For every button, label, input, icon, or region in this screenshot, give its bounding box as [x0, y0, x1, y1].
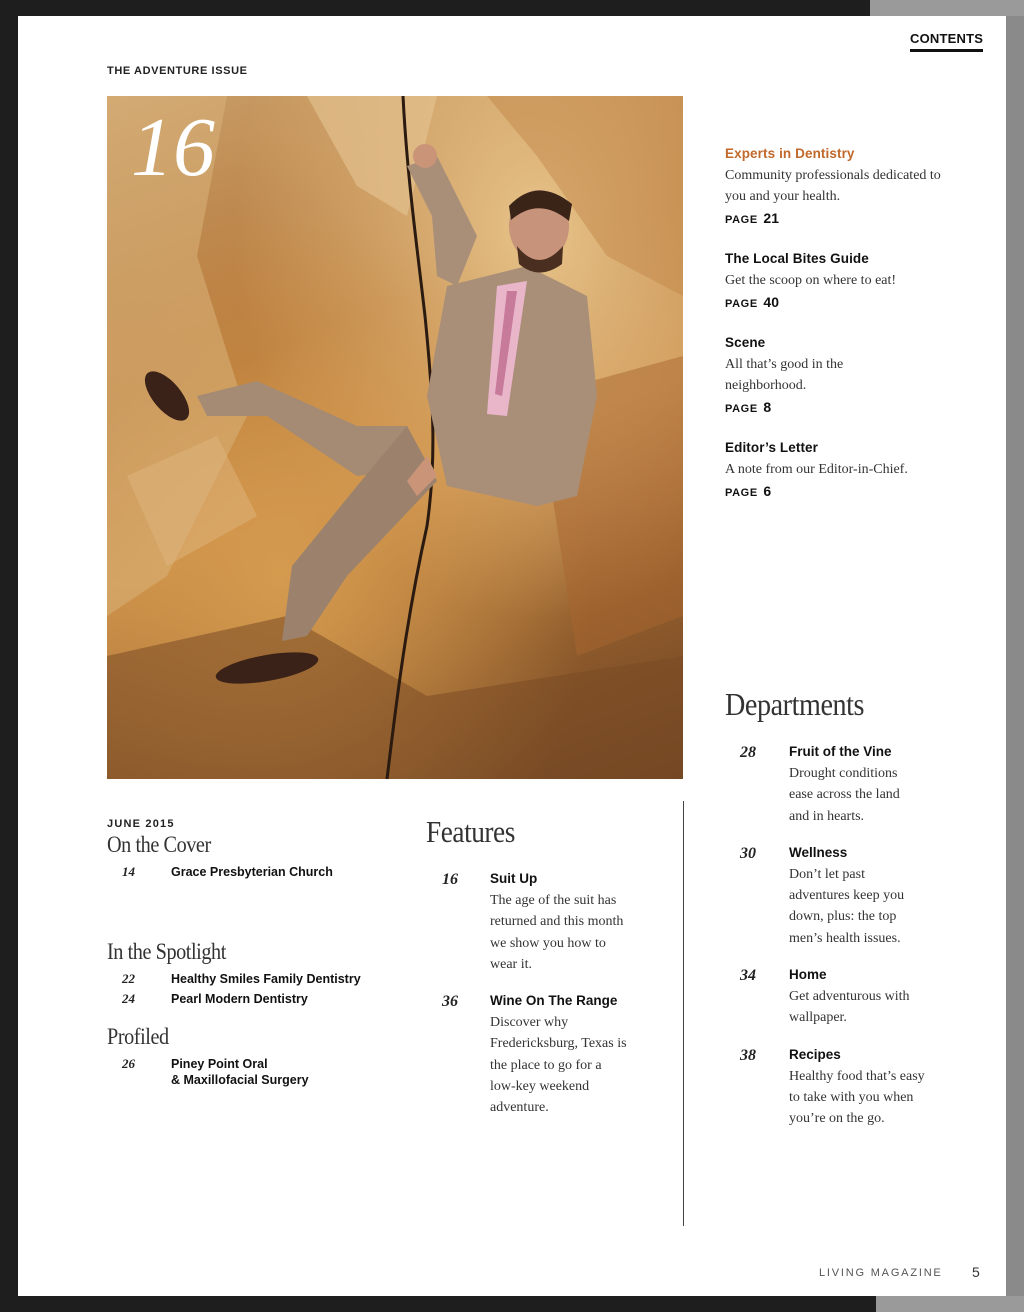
- issue-label: THE ADVENTURE ISSUE: [107, 65, 248, 77]
- on-the-cover-section: [107, 832, 407, 884]
- footer-page-number: 5: [972, 1264, 980, 1280]
- profiled-section: [107, 1024, 407, 1092]
- cover-photo: [107, 96, 683, 779]
- column-divider: [683, 801, 684, 1226]
- featured-page: PAGE 8: [725, 399, 772, 415]
- feature-item[interactable]: [442, 871, 672, 975]
- profiled-item[interactable]: [107, 1056, 407, 1088]
- feature-title[interactable]: Suit Up: [490, 871, 538, 886]
- featured-item[interactable]: [725, 251, 955, 310]
- featured-title[interactable]: Scene: [725, 335, 766, 350]
- featured-item[interactable]: [725, 440, 955, 499]
- footer-magazine-name: LIVING MAGAZINE: [819, 1267, 943, 1279]
- featured-desc: A note from our Editor-in-Chief.: [725, 462, 908, 477]
- featured-title[interactable]: Editor’s Letter: [725, 440, 819, 455]
- page-edge-right: [1006, 16, 1024, 1312]
- profiled-item-number: 26: [122, 1056, 135, 1071]
- cover-item[interactable]: [107, 864, 407, 880]
- spotlight-item-title[interactable]: Pearl Modern Dentistry: [171, 992, 308, 1006]
- department-desc: Healthy food that’s easy to take with you when you’re on the go.: [789, 1068, 925, 1127]
- feature-number: 16: [442, 871, 458, 888]
- profiled-item-title[interactable]: Piney Point Oral & Maxillofacial Surgery: [171, 1057, 309, 1087]
- department-desc: Get adventurous with wallpaper.: [789, 989, 910, 1026]
- feature-number: 36: [442, 993, 458, 1011]
- magazine-page: [18, 16, 1006, 1296]
- photo-page-number: 16: [131, 101, 215, 194]
- contents-tab[interactable]: CONTENTS: [910, 31, 983, 52]
- department-item[interactable]: [740, 1047, 1000, 1130]
- featured-title[interactable]: Experts in Dentistry: [725, 146, 855, 161]
- department-number: 30: [740, 844, 756, 862]
- department-desc: Don’t let past adventures keep you down, plus: the top men’s health issues.: [789, 866, 905, 946]
- spotlight-item[interactable]: [107, 971, 407, 987]
- featured-list: [725, 146, 955, 524]
- featured-title[interactable]: The Local Bites Guide: [725, 251, 869, 266]
- features-heading: Features: [426, 814, 515, 849]
- department-title[interactable]: Fruit of the Vine: [789, 744, 892, 759]
- cover-item-number: 14: [122, 864, 135, 879]
- page-edge-bottom: [876, 1296, 1024, 1312]
- climber-illustration: [107, 96, 683, 779]
- featured-page: PAGE 6: [725, 483, 772, 499]
- spotlight-section: [107, 939, 407, 1011]
- spotlight-item-title[interactable]: Healthy Smiles Family Dentistry: [171, 972, 361, 986]
- departments-heading: Departments: [725, 686, 865, 722]
- page-edge-top: [870, 0, 1024, 16]
- featured-desc: All that’s good in the neighborhood.: [725, 357, 844, 393]
- spotlight-item[interactable]: [107, 991, 407, 1007]
- spotlight-item-number: 22: [122, 971, 135, 986]
- feature-title[interactable]: Wine On The Range: [490, 993, 618, 1009]
- feature-item[interactable]: [442, 993, 672, 1118]
- spotlight-item-number: 24: [122, 991, 135, 1006]
- department-desc: Drought conditions ease across the land and in hearts.: [789, 766, 900, 824]
- featured-desc: Get the scoop on where to eat!: [725, 273, 897, 288]
- department-item[interactable]: [740, 845, 1000, 949]
- cover-item-title[interactable]: Grace Presbyterian Church: [171, 865, 333, 879]
- featured-item[interactable]: [725, 335, 955, 415]
- department-item[interactable]: [740, 744, 1000, 827]
- department-title[interactable]: Wellness: [789, 844, 848, 860]
- featured-desc: Community professionals dedicated to you and your health.: [725, 168, 941, 204]
- featured-page: PAGE 21: [725, 210, 779, 226]
- feature-desc: The age of the suit has returned and this month we show you how to wear it.: [490, 893, 624, 972]
- feature-desc: Discover why Fredericksburg, Texas is the place to go for a low-key weekend adventure.: [490, 1015, 627, 1116]
- featured-item[interactable]: [725, 146, 955, 226]
- issue-date: JUNE 2015: [107, 818, 175, 830]
- departments-list: [740, 744, 1000, 1148]
- department-title[interactable]: Recipes: [789, 1046, 841, 1062]
- department-number: 38: [740, 1046, 756, 1064]
- features-list: [442, 871, 672, 1137]
- department-number: 34: [740, 967, 756, 985]
- department-item[interactable]: [740, 967, 1000, 1029]
- featured-page: PAGE 40: [725, 294, 779, 310]
- department-title[interactable]: Home: [789, 967, 827, 983]
- profiled-heading: Profiled: [107, 1024, 169, 1049]
- department-number: 28: [740, 744, 756, 761]
- on-the-cover-heading: On the Cover: [107, 832, 211, 857]
- spotlight-heading: In the Spotlight: [107, 939, 226, 964]
